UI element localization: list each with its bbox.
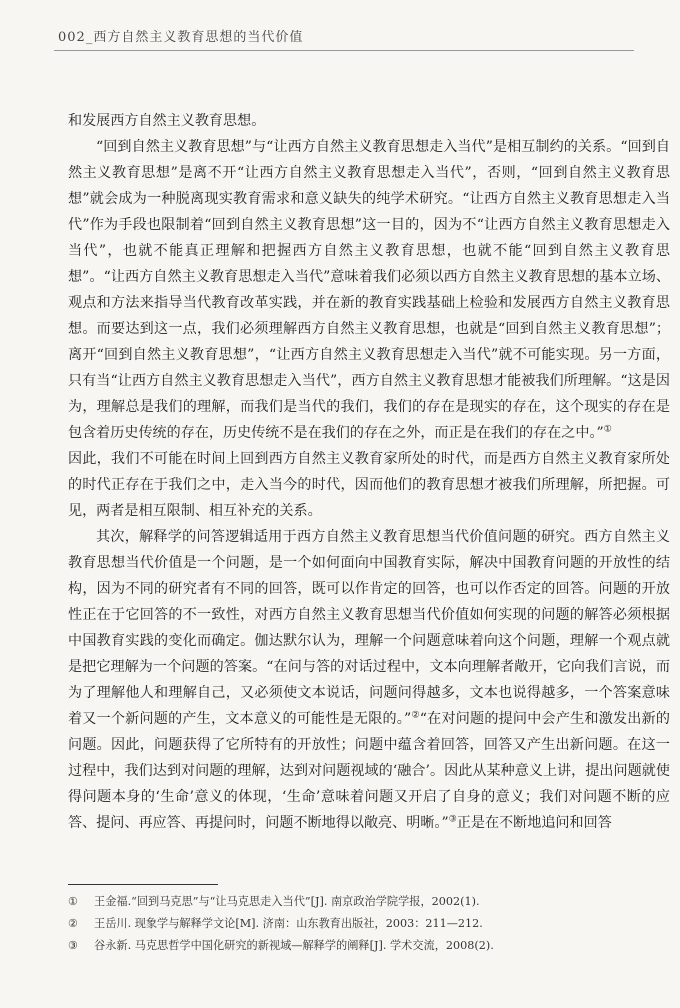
footnote-ref: ③ [448, 814, 457, 825]
footnote-ref: ② [411, 710, 420, 721]
footnotes [68, 891, 658, 957]
paragraph-text: “回到自然主义教育思想”与“让西方自然主义教育思想走入当代”是相互制约的关系。“回到自然主义教育思想”是离不开“让西方自然主义教育思想走入当代”，否则，“回到自然主义教育思想”就会成为一种脱离现实教育需求和意义缺失的纯学术研究。“让西方自然主义教育思想走入当代”作为手段也限制着“回到自然主义教育思想”这一目的，因为不“让西方自然主义教育思想走入当代”，也就不能真正理解和把握西方自然主义教育思想，也就不能“回到自然主义教育思想”。“让西方自然主义教育思想走入当代”意味着我们必须以西方自然主义教育思想的基本立场、观点和方法来指导当代教育改革实践，并在新的教育实践基础上检验和发展西方自然主义教育思想。而要达到这一点，我们必须理解西方自然主义教育思想，也就是“回到自然主义教育思想”；离开“回到自然主义教育思想”，“让西方自然主义教育思想走入当代”就不可能实现。另一方面，只有当“让西方自然主义教育思想走入当代”，西方自然主义教育思想才能被我们所理解。“这是因为，理解总是我们的理解，而我们是当代的我们，我们的存在是现实的存在，这个现实的存在是包含着历史传统的存在，历史传统不是在我们的存在之外，而正是在我们的存在之中。” [68, 139, 670, 441]
footnote-mark: ③ [68, 939, 79, 952]
footnote-mark: ① [68, 895, 79, 908]
paragraph [68, 524, 670, 836]
footnote-text: 谷永新. 马克思哲学中国化研究的新视域—解释学的阐释[J]. 学术交流，2008(2). [94, 939, 494, 952]
footnote-rule [68, 884, 218, 885]
footnote-mark: ② [68, 917, 79, 930]
footnote [68, 891, 658, 913]
footnote-text: 王金福.“回到马克思”与“让马克思走入当代”[J]. 南京政治学院学报，2002(1). [94, 895, 480, 908]
paragraph-text: “在对问题的提问中会产生和激发出新的问题。因此，问题获得了它所特有的开放性；问题中蕴含着回答，回答又产生出新问题。在这一过程中，我们达到对问题的理解，达到对问题视域的‘融合’。因此从某种意义上讲，提出问题就使得问题本身的‘生命’意义的体现，‘生命’意味着问题又开启了自身的意义；我们对问题不断的应答、提问、再应答、再提问时，问题不断地得以敞亮、明晰。” [68, 711, 670, 831]
paragraph: 因此，我们不可能在时间上回到西方自然主义教育家所处的时代，而是西方自然主义教育家所处的时代正存在于我们之中，走入当今的时代，因而他们的教育思想才被我们所理解，所把握。可见，两者是相互限制、相互补充的关系。 [68, 451, 670, 519]
footnote-ref: ① [603, 424, 612, 435]
header-rule [54, 50, 634, 51]
footnote-text: 王岳川. 现象学与解释学文论[M]. 济南：山东教育出版社，2003：211—212. [94, 917, 483, 930]
body-text [68, 108, 670, 836]
running-head: 002_西方自然主义教育思想的当代价值 [58, 30, 304, 45]
paragraph-continuation: 和发展西方自然主义教育思想。 [68, 113, 266, 129]
paragraph-text: 正是在不断地追问和回答 [456, 815, 612, 831]
footnote [68, 935, 658, 957]
footnote [68, 913, 658, 935]
paragraph [68, 134, 670, 446]
paragraph-text: 其次，解释学的问答逻辑适用于西方自然主义教育思想当代价值问题的研究。西方自然主义教育思想当代价值是一个问题，是一个如何面向中国教育实际，解决中国教育问题的开放性的结构，因为不同的研究者有不同的回答，既可以作肯定的回答，也可以作否定的回答。问题的开放性正在于它回答的不一致性，对西方自然主义教育思想当代价值如何实现的问题的解答必须根据中国教育实践的变化而确定。伽达默尔认为，理解一个问题意味着向这个问题，理解一个观点就是把它理解为一个问题的答案。“在问与答的对话过程中，文本向理解者敞开，它向我们言说，而为了理解他人和理解自己，又必须使文本说话，问题问得越多，文本也说得越多，一个答案意味着又一个新问题的产生，文本意义的可能性是无限的。” [68, 529, 670, 727]
